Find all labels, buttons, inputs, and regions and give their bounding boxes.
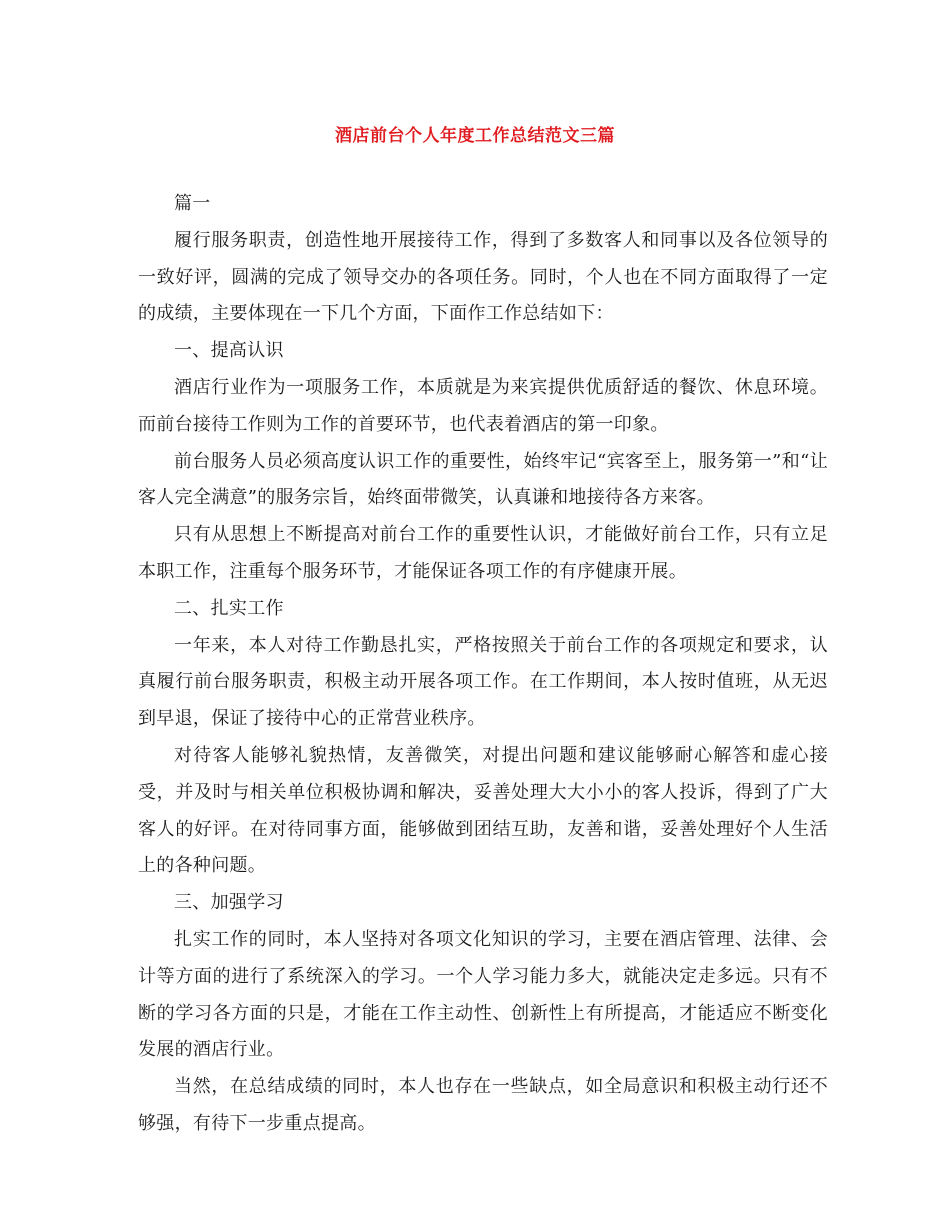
paragraph: 只有从思想上不断提高对前台工作的重要性认识，才能做好前台工作，只有立足本职工作，注重每个服务环节，才能保证各项工作的有序健康开展。: [138, 524, 828, 582]
paragraph-intro: 履行服务职责，创造性地开展接待工作，得到了多数客人和同事以及各位领导的一致好评，圆满的完成了领导交办的各项任务。同时，个人也在不同方面取得了一定的成绩，主要体现在一下几个方面，下面作工作总结如下：: [138, 229, 828, 325]
section-heading-improve-awareness: 一、提高认识: [174, 340, 284, 362]
section-heading-solid-work: 二、扎实工作: [174, 597, 284, 619]
paragraph: 当然，在总结成绩的同时，本人也存在一些缺点，如全局意识和积极主动行还不够强，有待下一步重点提高。: [138, 1076, 828, 1134]
document-title: 酒店前台个人年度工作总结范文三篇: [335, 126, 615, 146]
paragraph: 酒店行业作为一项服务工作，本质就是为来宾提供优质舒适的餐饮、休息环境。而前台接待工作则为工作的首要环节，也代表着酒店的第一印象。: [138, 376, 828, 435]
paragraph: 前台服务人员必须高度认识工作的重要性，始终牢记“宾客至上，服务第一”和“让客人完全满意”的服务宗旨，始终面带微笑，认真谦和地接待各方来客。: [138, 450, 828, 509]
section-heading-strengthen-learning: 三、加强学习: [174, 892, 284, 914]
paragraph: 一年来，本人对待工作勤恳扎实，严格按照关于前台工作的各项规定和要求，认真履行前台服务职责，积极主动开展各项工作。在工作期间，本人按时值班，从无迟到早退，保证了接待中心的正常营业秩序。: [138, 634, 828, 730]
document-body: [138, 186, 828, 1143]
paragraph: 对待客人能够礼貌热情，友善微笑，对提出问题和建议能够耐心解答和虚心接受，并及时与相关单位积极协调和解决，妥善处理大大小小的客人投诉，得到了广大客人的好评。在对待同事方面，能够做到团结互助，友善和谐，妥善处理好个人生活上的各种问题。: [138, 744, 828, 877]
section-heading-part-one: 篇一: [174, 193, 211, 214]
paragraph: 扎实工作的同时，本人坚持对各项文化知识的学习，主要在酒店管理、法律、会计等方面的进行了系统深入的学习。一个人学习能力多大，就能决定走多远。只有不断的学习各方面的只是，才能在工作主动性、创新性上有所提高，才能适应不断变化发展的酒店行业。: [138, 928, 828, 1061]
